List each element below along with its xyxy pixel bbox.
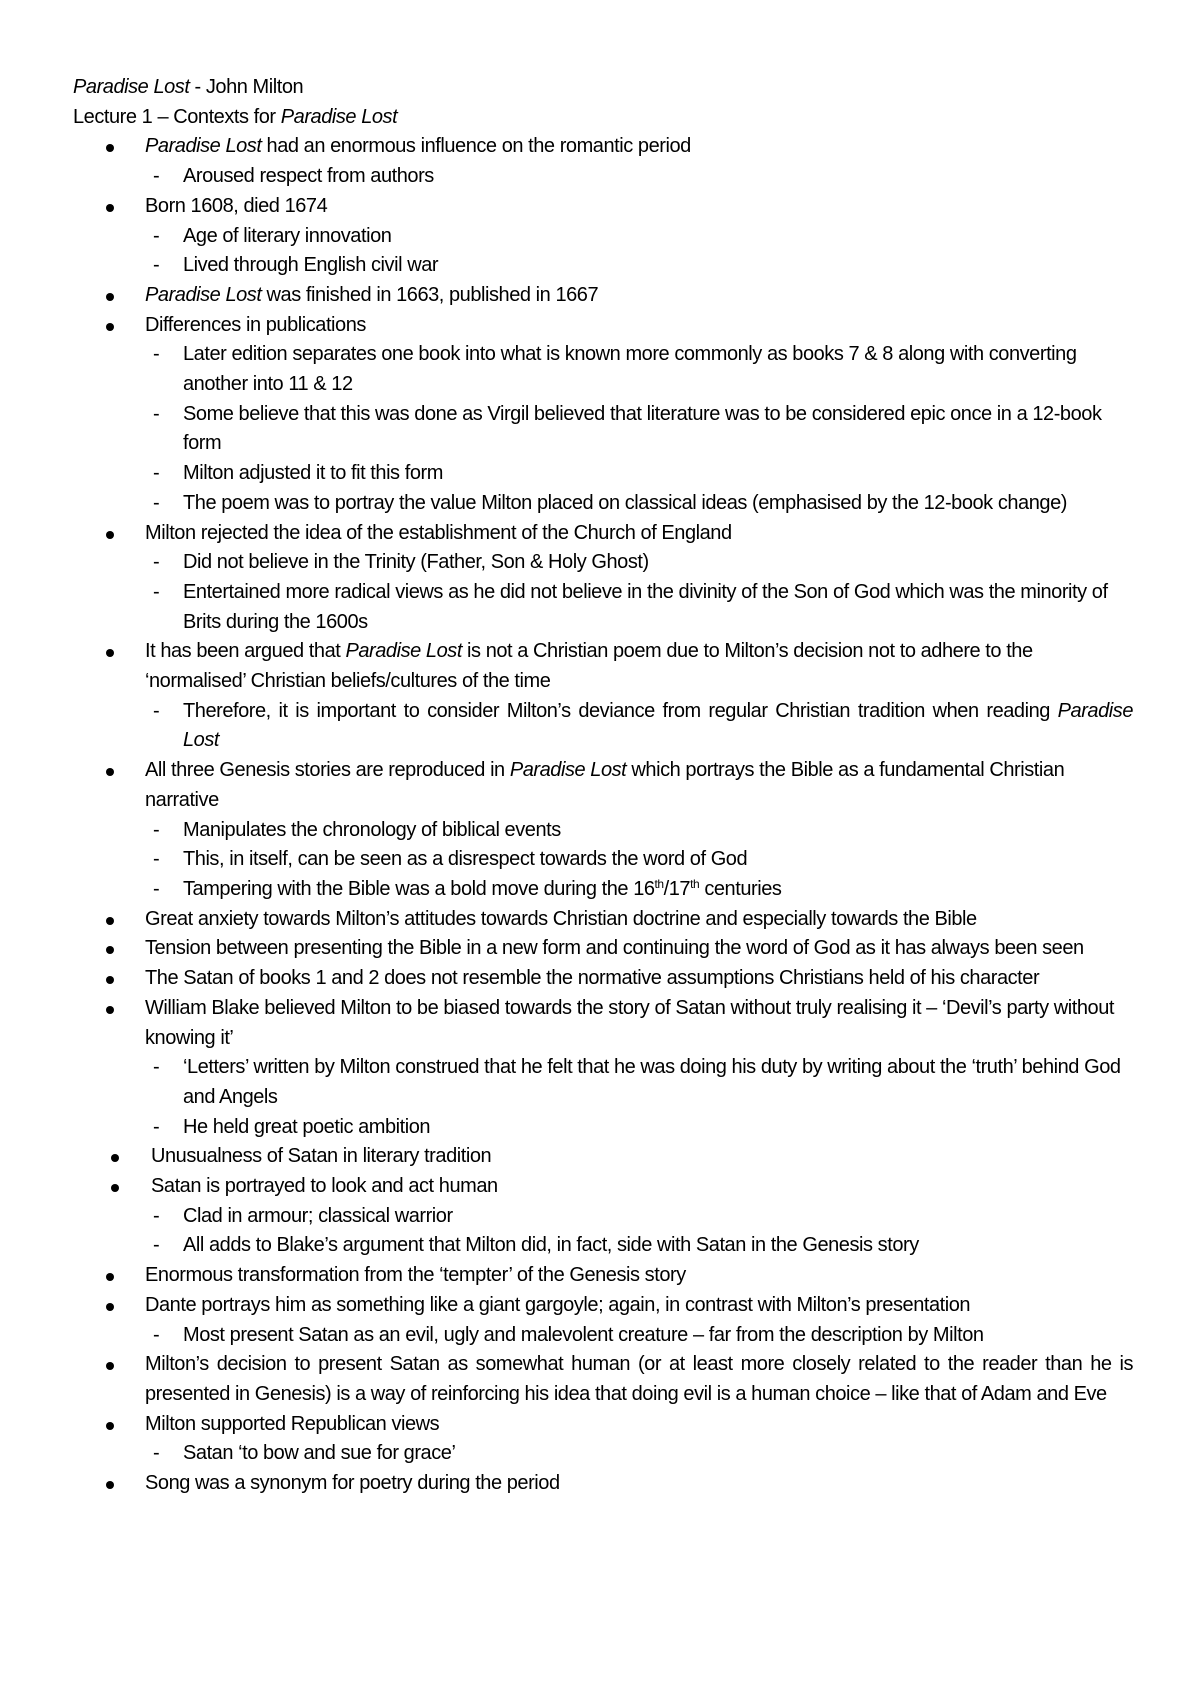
dash-icon: - — [153, 1323, 160, 1346]
bullet-item — [73, 964, 1133, 994]
dash-icon: - — [153, 848, 160, 871]
bullet-text: Milton’s decision to present Satan as somewhat human (or at least more closely related to the reader than he is presented in Genesis) is a way of reinforcing his idea that doing evil is a human choice – like that of Adam and Eve — [145, 1353, 1133, 1405]
title-rest: - John Milton — [189, 76, 304, 98]
superscript: th — [690, 876, 700, 891]
dash-icon: - — [153, 402, 160, 425]
dash-icon: - — [153, 1056, 160, 1079]
bullet-item — [73, 905, 1133, 935]
sub-item — [73, 1113, 1133, 1143]
bullet-item — [73, 311, 1133, 341]
bullet-item — [73, 1410, 1133, 1440]
dash-icon: - — [153, 343, 160, 366]
sub-item-text: Milton adjusted it to fit this form — [183, 462, 443, 485]
sub-item-text: This, in itself, can be seen as a disrespect towards the word of God — [183, 848, 748, 871]
bullet-item — [73, 994, 1133, 1053]
bullet-text-italic: Paradise Lost — [145, 283, 262, 306]
sub-item-text: centuries — [699, 877, 782, 900]
dash-icon: - — [153, 551, 160, 574]
bullet-text: Differences in publications — [145, 313, 366, 336]
dash-icon: - — [153, 818, 160, 841]
sub-item — [73, 1439, 1133, 1469]
dash-icon: - — [153, 877, 160, 900]
dash-icon: - — [153, 1234, 160, 1257]
sub-item-text: He held great poetic ambition — [183, 1115, 431, 1138]
bullet-item — [73, 637, 1133, 696]
bullet-icon — [106, 917, 114, 925]
sub-item — [73, 845, 1133, 875]
sub-item-text: Later edition separates one book into what is known more commonly as books 7 & 8 along with converting another into 11 & 12 — [183, 343, 1077, 396]
title-italic: Paradise Lost — [73, 76, 190, 98]
sub-item-text: Aroused respect from authors — [183, 165, 434, 188]
bullet-text: Milton rejected the idea of the establishment of the Church of England — [145, 521, 732, 544]
bullet-text-italic: Paradise Lost — [509, 759, 627, 782]
sub-item — [73, 222, 1133, 252]
sub-item-text: All adds to Blake’s argument that Milton did, in fact, side with Satan in the Genesis story — [183, 1234, 919, 1257]
sub-item — [73, 1321, 1133, 1351]
bullet-text: Born 1608, died 1674 — [145, 194, 328, 217]
sub-item — [73, 1231, 1133, 1261]
bullet-icon — [106, 531, 114, 539]
sub-item — [73, 400, 1133, 459]
sub-item — [73, 1053, 1133, 1112]
bullet-icon — [106, 323, 114, 331]
bullet-icon — [106, 1006, 114, 1014]
bullet-text: The Satan of books 1 and 2 does not resemble the normative assumptions Christians held of his character — [145, 967, 1040, 990]
bullet-icon — [106, 1273, 114, 1281]
dash-icon: - — [153, 1442, 160, 1465]
lecture-prefix: Lecture 1 – Contexts for — [73, 105, 281, 128]
bullet-text: William Blake believed Milton to be biased towards the story of Satan without truly realising it – ‘Devil’s party without knowing it’ — [145, 996, 1114, 1049]
sub-item-text: The poem was to portray the value Milton placed on classical ideas (emphasised by the 12-book change) — [183, 491, 1067, 514]
bullet-item — [73, 756, 1133, 815]
bullet-text: Satan is portrayed to look and act human — [151, 1175, 498, 1198]
bullet-icon — [106, 1362, 114, 1370]
sub-item — [73, 548, 1133, 578]
dash-icon: - — [153, 462, 160, 485]
bullet-item — [73, 192, 1133, 222]
bullet-icon — [106, 204, 114, 212]
sub-item-text: Age of literary innovation — [183, 224, 392, 247]
dash-icon: - — [153, 491, 160, 514]
superscript: th — [654, 876, 664, 891]
sub-item-text: Lived through English civil war — [183, 254, 439, 277]
bullet-text-italic: Paradise Lost — [145, 135, 262, 158]
sub-item — [73, 697, 1133, 756]
dash-icon: - — [153, 224, 160, 247]
bullet-icon — [106, 976, 114, 984]
bullet-icon — [106, 144, 114, 152]
bullet-item — [73, 519, 1133, 549]
document-body — [73, 73, 1133, 1499]
bullet-item — [73, 132, 1133, 162]
bullet-icon — [106, 293, 114, 301]
sub-item-text: Satan ‘to bow and sue for grace’ — [183, 1442, 456, 1465]
sub-item — [73, 162, 1133, 192]
bullet-text: Milton supported Republican views — [145, 1412, 440, 1435]
sub-item — [73, 251, 1133, 281]
bullet-text: is not a Christian poem due to Milton’s decision not to adhere to the ‘normalised’ Christian beliefs/cultures of the time — [145, 640, 1033, 693]
bullet-icon — [106, 946, 114, 954]
bullet-text: It has been argued that — [145, 640, 346, 663]
dash-icon: - — [153, 1115, 160, 1138]
bullet-icon — [106, 768, 114, 776]
bullet-icon — [106, 1303, 114, 1311]
bullet-icon — [111, 1184, 119, 1192]
sub-item-text: Entertained more radical views as he did not believe in the divinity of the Son of God which was the minority of Brits during the 1600s — [183, 580, 1108, 633]
sub-item-text-italic: Paradise Lost — [183, 699, 1133, 752]
dash-icon: - — [153, 1204, 160, 1227]
sub-item-text: Therefore, it is important to consider Milton’s deviance from regular Christian tradition when reading — [183, 699, 1058, 722]
dash-icon: - — [153, 699, 160, 722]
sub-item-text: Some believe that this was done as Virgil believed that literature was to be considered epic once in a 12-book form — [183, 402, 1102, 455]
sub-item — [73, 340, 1133, 399]
sub-item — [73, 1202, 1133, 1232]
bullet-item — [73, 1261, 1133, 1291]
bullet-text: Tension between presenting the Bible in a new form and continuing the word of God as it has always been seen — [145, 937, 1084, 960]
sub-item-text: Did not believe in the Trinity (Father, Son & Holy Ghost) — [183, 551, 649, 574]
dash-icon: - — [153, 165, 160, 188]
sub-item-text: /17 — [663, 877, 691, 900]
bullet-text: Dante portrays him as something like a giant gargoyle; again, in contrast with Milton’s presentation — [145, 1293, 971, 1316]
bullet-text: Song was a synonym for poetry during the period — [145, 1472, 560, 1495]
bullet-item — [73, 1291, 1133, 1321]
sub-item — [73, 816, 1133, 846]
sub-item — [73, 875, 1133, 905]
bullet-text: Enormous transformation from the ‘tempter’ of the Genesis story — [145, 1264, 686, 1287]
sub-item — [73, 489, 1133, 519]
bullet-text-italic: Paradise Lost — [345, 640, 462, 663]
bullet-icon — [111, 1154, 119, 1162]
sub-item-text: Manipulates the chronology of biblical events — [183, 818, 561, 841]
bullet-item — [73, 1350, 1133, 1409]
bullet-text: was finished in 1663, published in 1667 — [261, 283, 599, 306]
bullet-text: All three Genesis stories are reproduced in — [145, 759, 510, 782]
sub-item-text: ‘Letters’ written by Milton construed that he felt that he was doing his duty by writing about the ‘truth’ behind God and Angels — [183, 1056, 1121, 1108]
bullet-item — [73, 1142, 1133, 1172]
bullet-item — [73, 281, 1133, 311]
sub-item-text: Clad in armour; classical warrior — [183, 1204, 453, 1227]
bullet-item — [73, 1469, 1133, 1499]
lecture-italic: Paradise Lost — [280, 105, 398, 128]
bullet-text: Unusualness of Satan in literary tradition — [151, 1145, 492, 1168]
bullet-text: had an enormous influence on the romantic period — [261, 135, 691, 158]
bullet-icon — [106, 1481, 114, 1489]
dash-icon: - — [153, 254, 160, 277]
document-title — [73, 73, 1133, 103]
bullet-text: Great anxiety towards Milton’s attitudes towards Christian doctrine and especially towards the Bible — [145, 907, 977, 930]
bullet-text: which portrays the Bible as a fundamental Christian narrative — [145, 759, 1065, 811]
bullet-icon — [106, 649, 114, 657]
bullet-item — [73, 934, 1133, 964]
sub-item-text: Tampering with the Bible was a bold move during the 16 — [183, 877, 655, 900]
dash-icon: - — [153, 580, 160, 603]
lecture-heading — [73, 103, 1133, 133]
bullet-item — [73, 1172, 1133, 1202]
sub-item-text: Most present Satan as an evil, ugly and malevolent creature – far from the description by Milton — [183, 1323, 984, 1346]
bullet-icon — [106, 1422, 114, 1430]
sub-item — [73, 459, 1133, 489]
sub-item — [73, 578, 1133, 637]
